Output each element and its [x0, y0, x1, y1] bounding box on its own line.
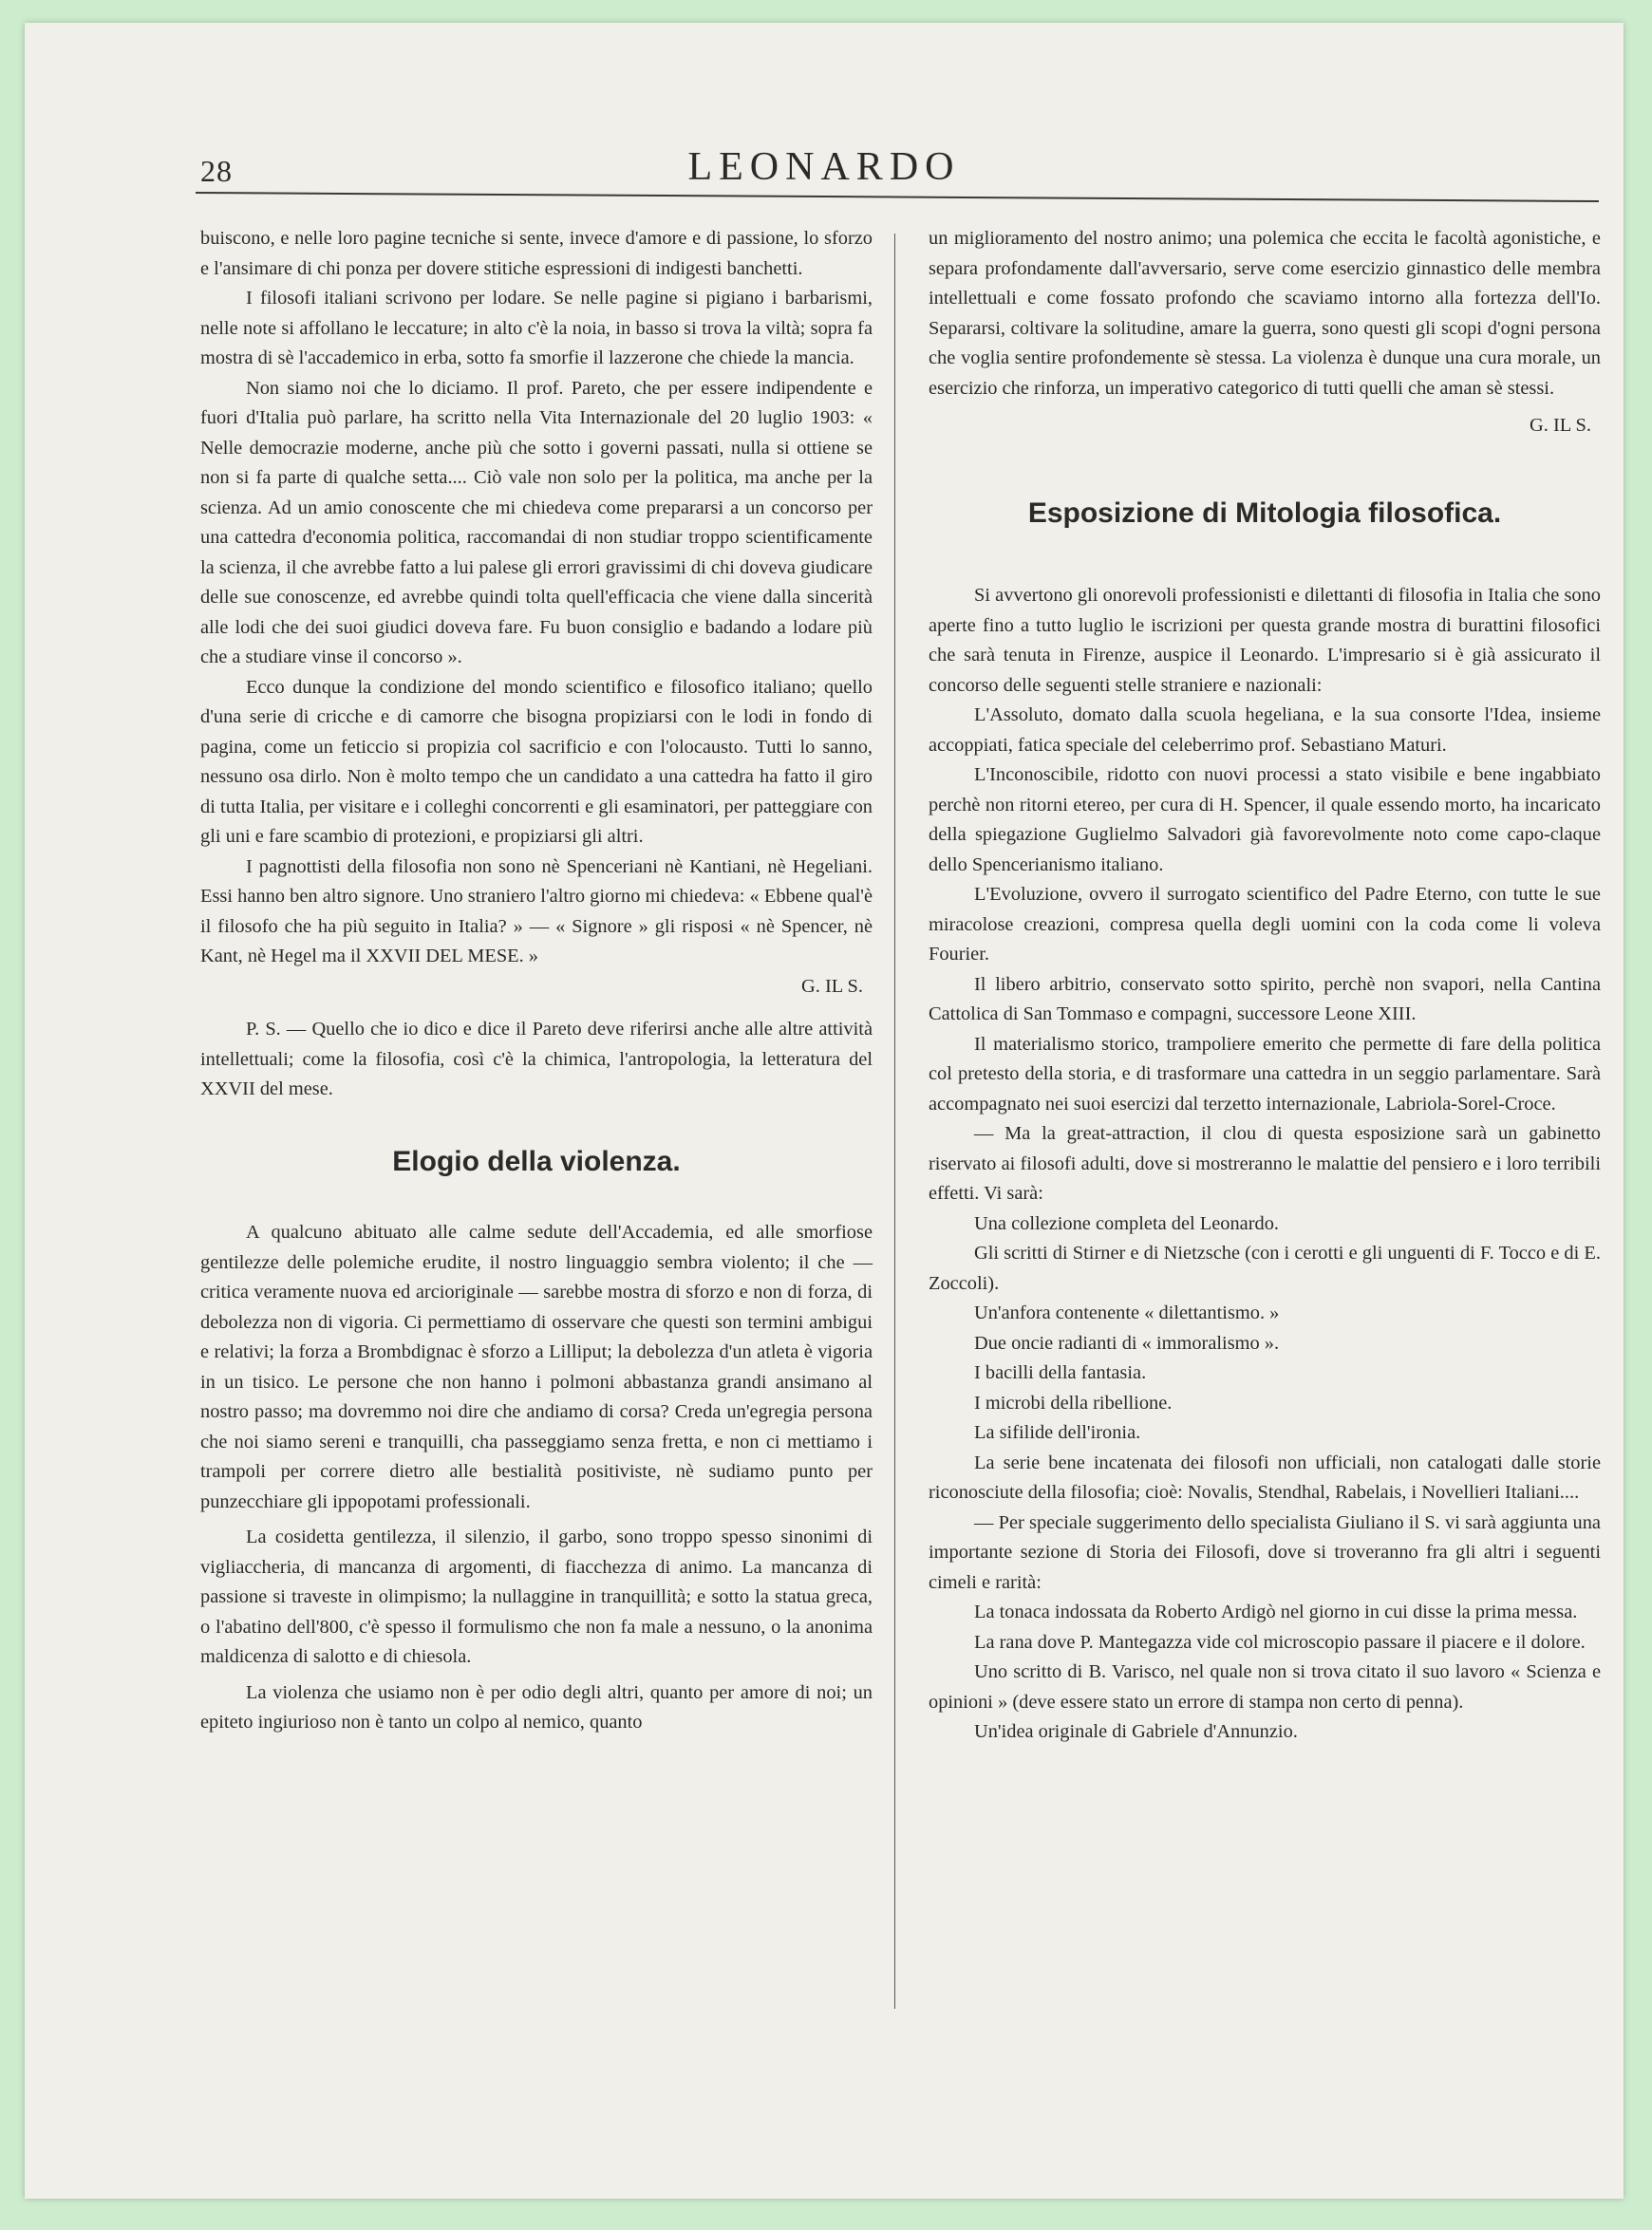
exhibit-item: L'Evoluzione, ovvero il surrogato scientifico del Padre Eterno, con tutte le sue miracolose creazioni, compresa quella degli uomini con la coda come li voleva Fourier. [929, 884, 1601, 965]
journal-title: LEONARDO [687, 145, 961, 189]
exhibit-item: — Ma la great-attraction, il clou di questa esposizione sarà un gabinetto riservato ai filosofi adulti, dove si mostreranno le malattie del pensiero e i loro terribili effetti. Vi sarà: [929, 1123, 1601, 1204]
paragraph: La cosidetta gentilezza, il silenzio, il garbo, sono troppo spesso sinonimi di vigliaccheria, di mancanza di argomenti, di fiacchezza di animo. La mancanza di passione si traveste in olimpismo; la nullaggine in tranquillità; e sotto la statua greca, o l'abatino dell'800, c'è spesso il formulismo che non fa male a nessuno, o la anonima maldicenza di salotto e di chiesola. [200, 1527, 873, 1667]
paragraph: Non siamo noi che lo diciamo. Il prof. Pareto, che per essere indipendente e fuori d'Italia può parlare, ha scritto nella Vita Internazionale del 20 luglio 1903: « Nelle democrazie moderne, anche più che sotto i governi passati, nulla si ottiene se non si fa parte di qualche setta.... Ciò vale non solo per la politica, ma anche per la scienza. Ad un amio conoscente che mi chiedeva come prepararsi a un concorso per una cattedra d'economia politica, raccomandai di non studiar troppo scientificamente la scienza, il che avrebbe fatto a lui palese gli errori gravissimi di chi doveva giudicare delle sue conoscenze, ed avrebbe quindi tolta quell'efficacia che viene dalla sincerità alle lodi che dei suoi giudici doveva fare. Fu buon consiglio e badando a lodare più che a studiare vinse il concorso ». [200, 377, 873, 667]
column-divider [894, 234, 895, 2009]
exhibit-item: Un'anfora contenente « dilettantismo. » [974, 1302, 1280, 1323]
paragraph: I filosofi italiani scrivono per lodare. Se nelle pagine si pigiano i barbarismi, nelle note si affollano le leccature; in alto c'è la noia, in basso si trova la viltà; sopra fa mostra di sè l'accademico in erba, sotto fa smorfie il lazzerone che chiede la mancia. [200, 288, 873, 368]
exhibit-item: Il materialismo storico, trampoliere emerito che permette di fare della politica col pretesto della storia, e di trasformare una cattedra in un seggio parlamentare. Sarà accompagnato nei suoi esercizi dal terzetto internazionale, Labriola-Sorel-Croce. [929, 1033, 1601, 1115]
paragraph: I pagnottisti della filosofia non sono nè Spenceriani nè Kantiani, nè Hegeliani. Essi hanno ben altro signore. Uno straniero l'altro giorno mi chiedeva: « Ebbene qual'è il filosofo che ha più seguito in Italia? » — « Signore » gli risposi « nè Spencer, nè Kant, nè Hegel ma il XXVII DEL MESE. » [200, 855, 873, 966]
paragraph: buiscono, e nelle loro pagine tecniche si sente, invece d'amore e di passione, lo sforzo e l'ansimare di chi ponza per dovere stitiche espressioni di indigesti banchetti. [200, 228, 873, 279]
left-column [200, 224, 873, 1738]
exhibit-item: La rana dove P. Mantegazza vide col microscopio passare il piacere e il dolore. [974, 1631, 1586, 1653]
header-rule [196, 192, 1599, 202]
section-title-elogio: Elogio della violenza. [392, 1145, 681, 1177]
exhibit-item: L'Inconoscibile, ridotto con nuovi processi a stato visibile e bene ingabbiato perchè non ritorni etereo, per cura di H. Spencer, il quale essendo morto, ha incaricato della spiegazione Guglielmo Salvadori già favorevolmente noto come capo-claque dello Spencerianismo italiano. [929, 764, 1601, 875]
paragraph: un miglioramento del nostro animo; una polemica che eccita le facoltà agonistiche, e separa profondamente dall'avversario, serve come esercizio ginnastico delle membra intellettuali e come fossato profondo che scaviamo intorno alla fortezza dell'Io. Separarsi, coltivare la solitudine, amare la guerra, sono questi gli scopi d'ogni persona che voglia sentire profondemente sè stessa. La violenza è dunque una cura morale, un esercizio che rinforza, un imperativo categorico di tutti quelli che aman sè stessi. [929, 228, 1601, 399]
exhibit-item: La tonaca indossata da Roberto Ardigò nel giorno in cui disse la prima messa. [974, 1602, 1578, 1622]
page-number: 28 [200, 154, 233, 188]
exhibit-item: La serie bene incatenata dei filosofi non ufficiali, non catalogati dalle storie riconosciute della filosofia; cioè: Novalis, Stendhal, Rabelais, i Novellieri Italiani.... [929, 1452, 1601, 1503]
signature: G. IL S. [801, 975, 863, 997]
postscript: P. S. — Quello che io dico e dice il Pareto deve riferirsi anche alle altre attività intellettuali; come la filosofia, così c'è la chimica, l'antropologia, la letteratura del XXVII del mese. [200, 1019, 873, 1099]
journal-page [25, 23, 1624, 2199]
paragraph: Ecco dunque la condizione del mondo scientifico e filosofico italiano; quello d'una serie di cricche e di camorre che bisogna propiziarsi con le lodi in fondo di pagina, come un feticcio si propizia col sacrificio e con l'olocausto. Tutti lo sanno, nessuno osa dirlo. Non è molto tempo che un candidato a una cattedra ha fatto il giro di tutta Italia, per visitare e i colleghi concorrenti e gli esaminatori, per patteggiare con gli uni e fare scambio di protezioni, e propiziarsi gli altri. [200, 676, 873, 847]
exhibit-item: Un'idea originale di Gabriele d'Annunzio. [974, 1721, 1298, 1742]
exhibit-item: — Per speciale suggerimento dello specialista Giuliano il S. vi sarà aggiunta una importante sezione di Storia dei Filosofi, dove si troveranno fra gli altri i seguenti cimeli e rarità: [929, 1511, 1601, 1593]
exhibit-item: I bacilli della fantasia. [974, 1362, 1147, 1383]
section-title-esposizione: Esposizione di Mitologia filosofica. [1027, 497, 1502, 529]
paragraph: La violenza che usiamo non è per odio degli altri, quanto per amore di noi; un epiteto ingiurioso non è tanto un colpo al nemico, quanto [200, 1681, 873, 1733]
exhibit-item: L'Assoluto, domato dalla scuola hegeliana, e la sua consorte l'Idea, insieme accoppiati, fatica speciale del celeberrimo prof. Sebastiano Maturi. [929, 704, 1601, 756]
paragraph: A qualcuno abituato alle calme sedute dell'Accademia, ed alle smorfiose gentilezze delle polemiche erudite, il nostro linguaggio sembra violento; il che — critica veramente nuova ed arcioriginale — sarebbe mostra di sforzo e non di forza, di debolezza non di vigoria. Ci permettiamo di osservare che questi son termini ambigui e relativi; la forza a Brombdignac è sforzo a Lilliput; la debolezza d'un atleta è vigoria in un tisico. Le persone che non hanno i polmoni abbastanza grandi ansimano al nostro passo; ma dovremmo noi dire che andiamo di corsa? Creda un'egregia persona che noi siamo sereni e tranquilli, cha passeggiamo senza fretta, e non ci mettiamo i trampoli per correre dietro alle bestialità positiviste, nè sudiamo punto per punzecchiare gli ippopotami professionali. [200, 1222, 873, 1512]
right-column [929, 224, 1601, 1748]
exhibit-item: I microbi della ribellione. [974, 1392, 1173, 1414]
exhibit-item: Una collezione completa del Leonardo. [974, 1212, 1280, 1234]
exhibit-item: La sifilide dell'ironia. [974, 1422, 1141, 1443]
exhibit-item: Uno scritto di B. Varisco, nel quale non si trova citato il suo lavoro « Scienza e opinioni » (deve essere stato un errore di stampa non certo di penna). [929, 1661, 1601, 1713]
signature: G. IL S. [1530, 415, 1591, 436]
exhibit-item: Il libero arbitrio, conservato sotto spirito, perchè non svapori, nella Cantina Cattolica di San Tommaso e compagni, successore Leone XIII. [929, 973, 1601, 1024]
exhibit-item: Gli scritti di Stirner e di Nietzsche (con i cerotti e gli unguenti di F. Tocco e di E. Zoccoli). [929, 1243, 1601, 1294]
exhibit-item: Due oncie radianti di « immoralismo ». [974, 1332, 1280, 1354]
paragraph: Si avvertono gli onorevoli professionisti e dilettanti di filosofia in Italia che sono aperte fino a tutto luglio le iscrizioni per questa grande mostra di burattini filosofici che sarà tenuta in Firenze, auspice il Leonardo. L'impresario si è già assicurato il concorso delle seguenti stelle straniere e nazionali: [929, 585, 1601, 696]
